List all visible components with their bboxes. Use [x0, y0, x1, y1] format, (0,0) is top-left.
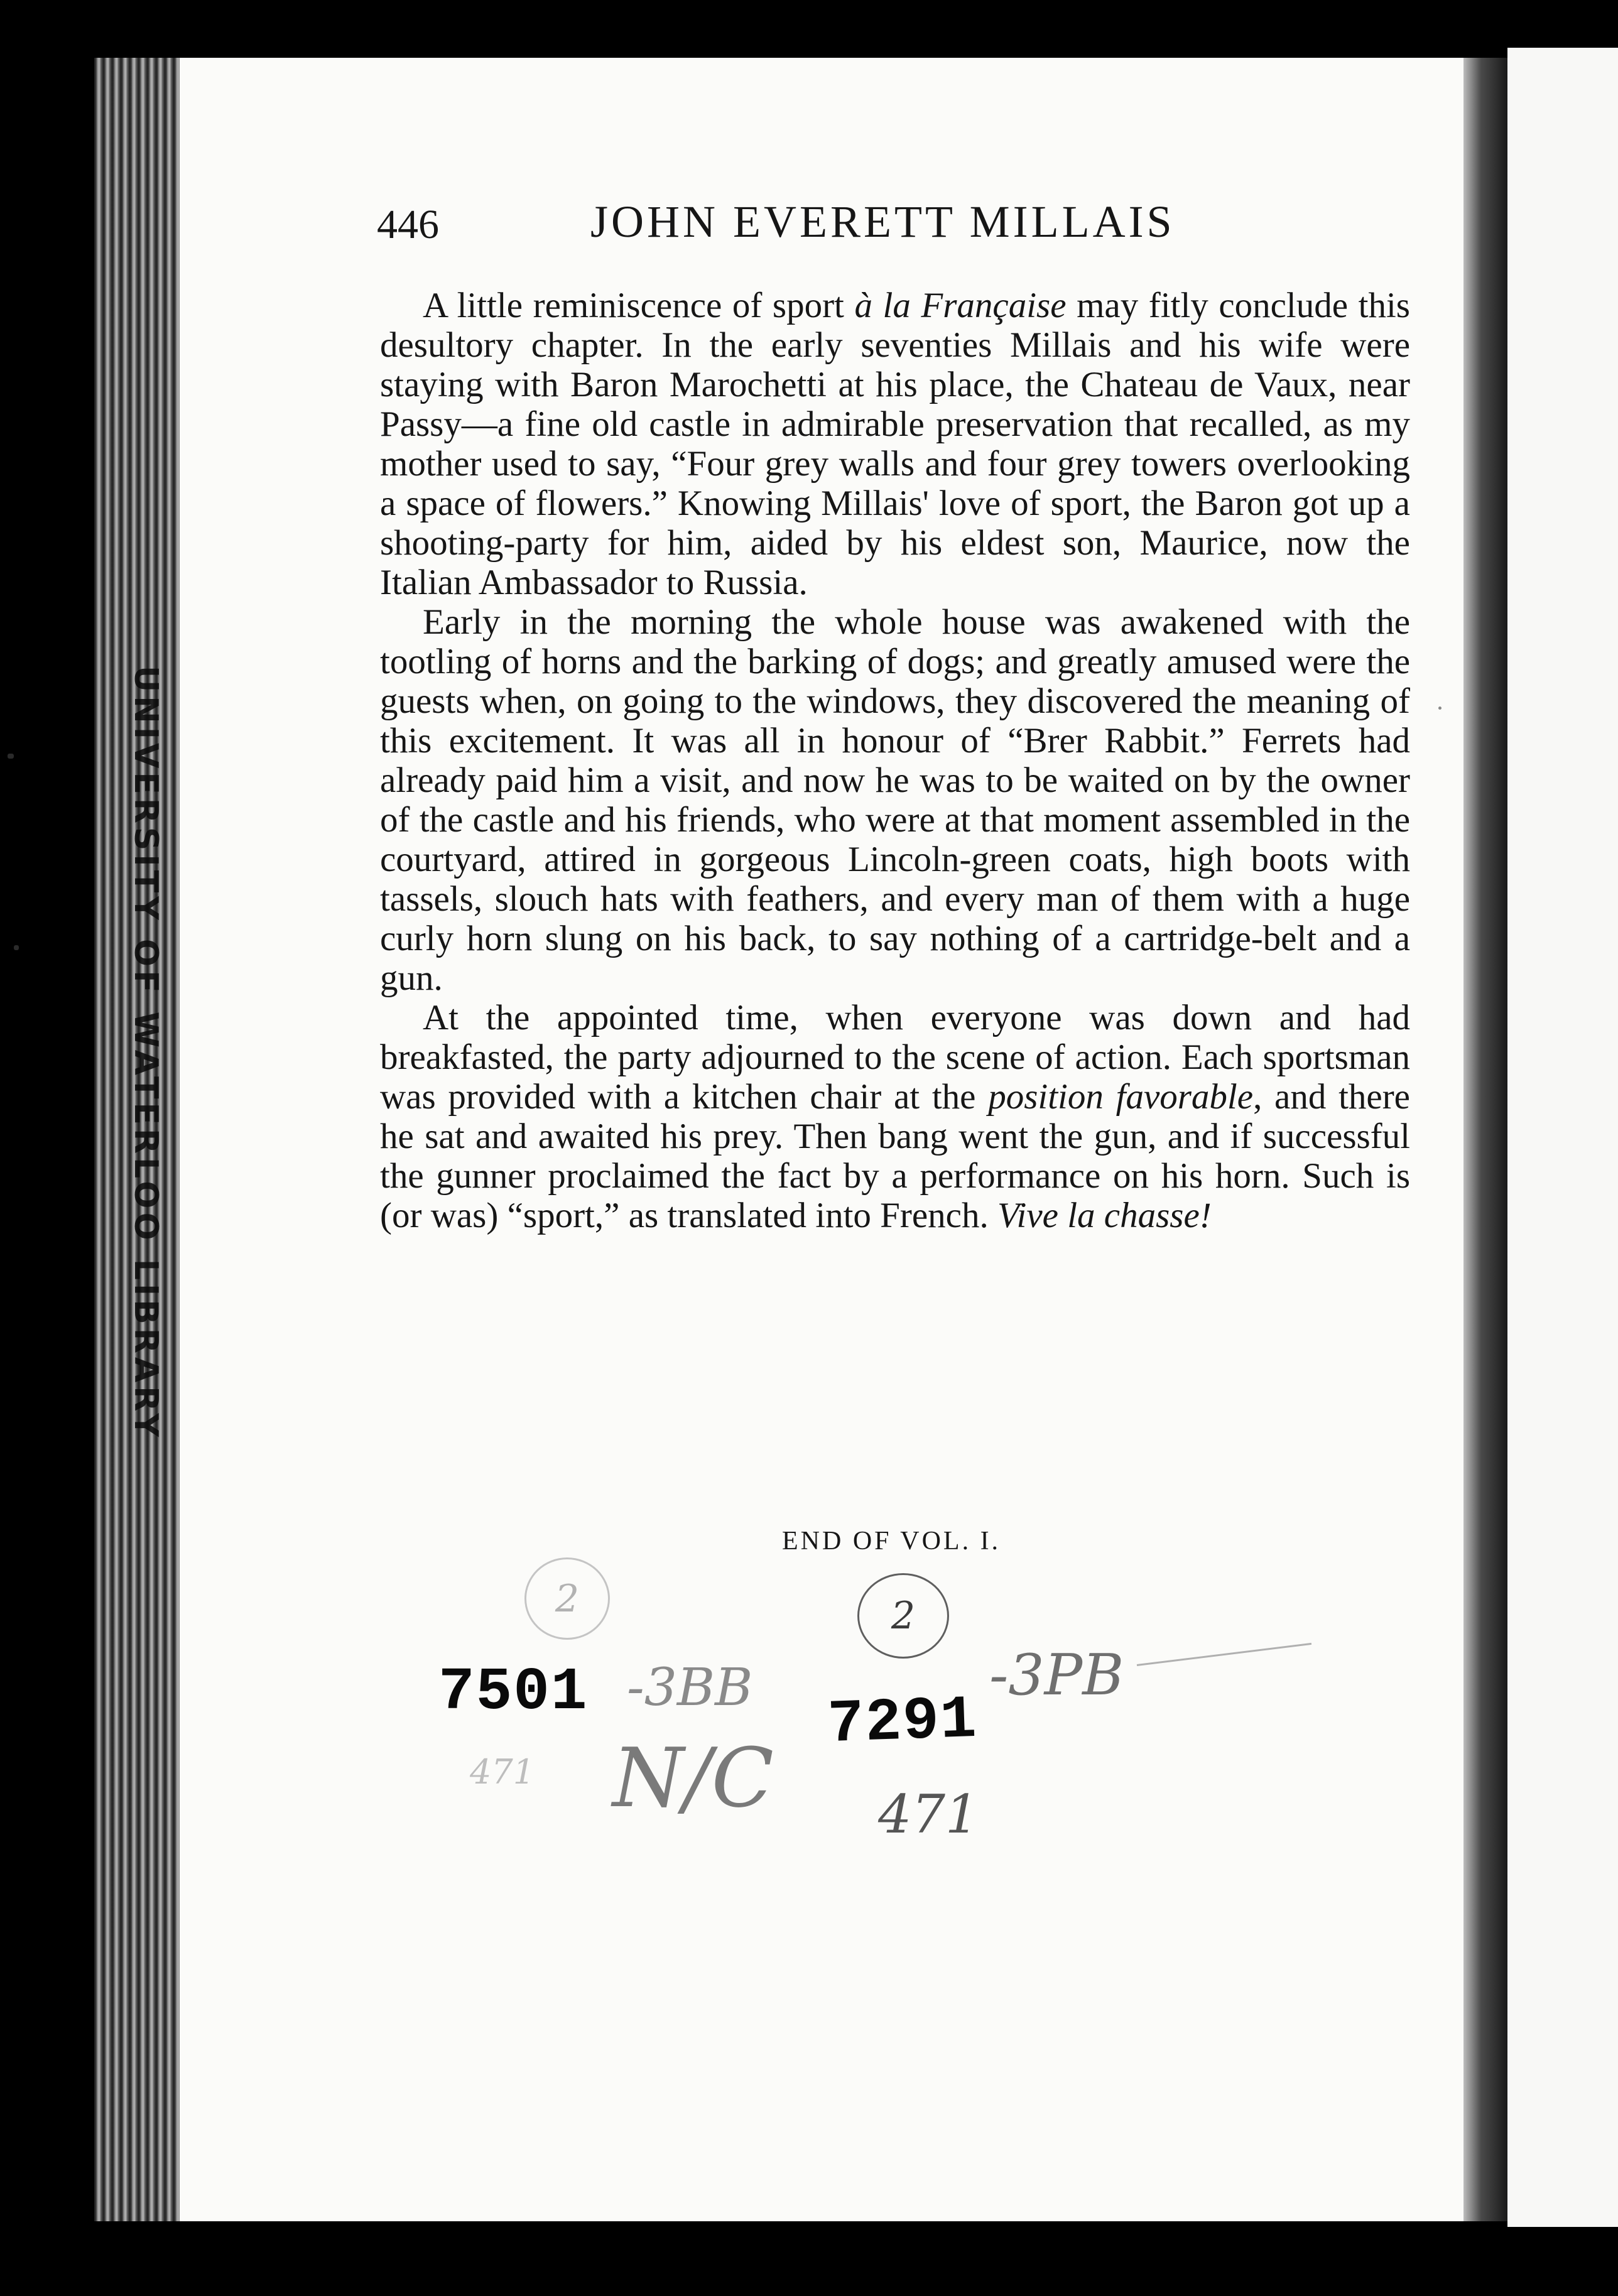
paragraph — [380, 286, 1410, 602]
italic-phrase: position favorable — [988, 1077, 1254, 1117]
paragraph-text: , and there he sat and awaited his prey. Then bang went the gun, and if successful the gunner proclaimed the fact by a performance on his horn. Such is (or was) “sport,” as translated into French. — [380, 1077, 1410, 1235]
circled-number — [857, 1573, 949, 1659]
library-edge-stamp: UNIVERSITY OF WATERLOO LIBRARY — [127, 666, 165, 1441]
page-header — [377, 188, 1206, 264]
circled-number-label: 2 — [891, 1594, 916, 1638]
scan-speck — [8, 754, 14, 759]
facing-page-edge — [1507, 48, 1618, 2227]
paragraph-text: A little reminiscence of sport — [423, 286, 855, 325]
running-head: JOHN EVERETT MILLAIS — [590, 197, 1175, 247]
circled-number — [524, 1557, 610, 1640]
italic-phrase: à la Française — [854, 286, 1067, 325]
stamped-number: 7501 — [438, 1658, 589, 1726]
page-body — [380, 286, 1410, 1235]
scan-speck — [1438, 707, 1442, 710]
paragraph: Early in the morning the whole house was awakened with the tootling of horns and the barking of dogs; and greatly amused were the guests when, on going to the windows, they discovered the meaning of this excitement. It was all in honour of “Brer Rabbit.” Ferrets had already paid him a visit, and now he was to be waited on by the owner of the castle and his friends, who were at that moment assembled in the courtyard, attired in gorgeous Lincoln-green coats, high boots with tassels, slouch hats with feathers, and every man of them with a huge curly horn slung on his back, to say nothing of a cartridge-belt and a gun. — [380, 602, 1410, 998]
paragraph-text: At the appointed time, when everyone was down and had breakfasted, the party adjourned to the scene of action. Each sportsman was provided with a kitchen chair at the — [380, 998, 1410, 1117]
page-number: 446 — [377, 202, 439, 247]
end-of-volume-note: END OF VOL. I. — [782, 1527, 1001, 1556]
handwritten-note: 471 — [470, 1752, 535, 1792]
scan-speck — [14, 945, 19, 950]
gutter-shadow — [1463, 58, 1507, 2221]
paragraph-text: may fitly conclude this desultory chapter. In the early seventies Millais and his wife were staying with Baron Marochetti at his place, the Chateau de Vaux, near Passy—a fine old castle in admirable preservation that recalled, as my mother used to say, “Four grey walls and four grey towers overlooking a space of flowers.” Knowing Millais' love of sport, the Baron got up a shooting-party for him, aided by his eldest son, Maurice, now the Italian Ambassador to Russia. — [380, 286, 1410, 602]
paragraph — [380, 998, 1410, 1235]
handwritten-note: N/C — [612, 1730, 774, 1826]
handwritten-note: -3BB — [627, 1658, 753, 1718]
italic-phrase: Vive la chasse! — [997, 1196, 1212, 1235]
circled-number-label: 2 — [555, 1576, 580, 1621]
handwritten-note: 471 — [878, 1784, 979, 1845]
stamped-number: 7291 — [827, 1685, 979, 1760]
handwritten-note: -3PB — [989, 1642, 1124, 1708]
